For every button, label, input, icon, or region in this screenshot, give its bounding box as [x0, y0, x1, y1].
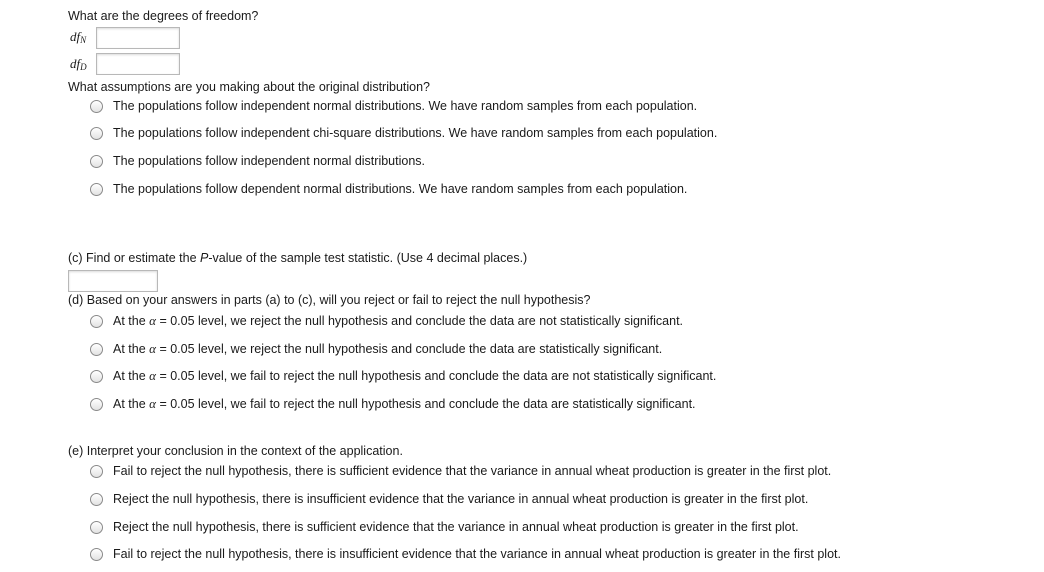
radio-button[interactable] — [90, 465, 103, 478]
pvalue-input[interactable] — [68, 270, 158, 292]
radio-button[interactable] — [90, 343, 103, 356]
decision-option-2[interactable]: At the α = 0.05 level, we reject the null hypothesis and conclude the data are statistically significant. — [90, 341, 662, 357]
radio-button[interactable] — [90, 127, 103, 140]
interpretation-option-2[interactable]: Reject the null hypothesis, there is insufficient evidence that the variance in annual wheat production is greater in the first plot. — [90, 492, 808, 506]
interpretation-option-4[interactable]: Fail to reject the null hypothesis, there is insufficient evidence that the variance in annual wheat production is greater in the first plot. — [90, 547, 841, 561]
assumption-option-2[interactable]: The populations follow independent chi-square distributions. We have random samples from each population. — [90, 126, 717, 140]
decision-option-1[interactable]: At the α = 0.05 level, we reject the null hypothesis and conclude the data are not statistically significant. — [90, 313, 683, 329]
dof-question: What are the degrees of freedom? — [68, 9, 259, 23]
assumptions-question: What assumptions are you making about the original distribution? — [68, 80, 431, 94]
part-c-question: (c) Find or estimate the P-value of the sample test statistic. (Use 4 decimal places.) — [68, 251, 528, 265]
part-d-question: (d) Based on your answers in parts (a) to (c), will you reject or fail to reject the null hypothesis? — [68, 293, 591, 307]
radio-button[interactable] — [90, 315, 103, 328]
radio-button[interactable] — [90, 183, 103, 196]
dfn-input[interactable] — [96, 27, 180, 49]
decision-option-3[interactable]: At the α = 0.05 level, we fail to reject the null hypothesis and conclude the data are not statistically significant. — [90, 368, 716, 384]
part-e-question: (e) Interpret your conclusion in the context of the application. — [68, 444, 403, 458]
decision-option-4[interactable]: At the α = 0.05 level, we fail to reject the null hypothesis and conclude the data are statistically significant. — [90, 396, 696, 412]
radio-button[interactable] — [90, 370, 103, 383]
dfd-input[interactable] — [96, 53, 180, 75]
radio-button[interactable] — [90, 521, 103, 534]
radio-button[interactable] — [90, 155, 103, 168]
dfd-label: $df_D$ — [70, 56, 87, 72]
dfn-label: $df_N$ — [70, 29, 87, 45]
assumption-option-3[interactable]: The populations follow independent normal distributions. — [90, 154, 425, 168]
assumption-option-1[interactable]: The populations follow independent normal distributions. We have random samples from each population. — [90, 99, 697, 113]
radio-button[interactable] — [90, 100, 103, 113]
radio-button[interactable] — [90, 398, 103, 411]
assumption-option-4[interactable]: The populations follow dependent normal distributions. We have random samples from each population. — [90, 182, 687, 196]
radio-button[interactable] — [90, 548, 103, 561]
interpretation-option-3[interactable]: Reject the null hypothesis, there is sufficient evidence that the variance in annual wheat production is greater in the first plot. — [90, 520, 799, 534]
radio-button[interactable] — [90, 493, 103, 506]
interpretation-option-1[interactable]: Fail to reject the null hypothesis, there is sufficient evidence that the variance in annual wheat production is greater in the first plot. — [90, 464, 831, 478]
